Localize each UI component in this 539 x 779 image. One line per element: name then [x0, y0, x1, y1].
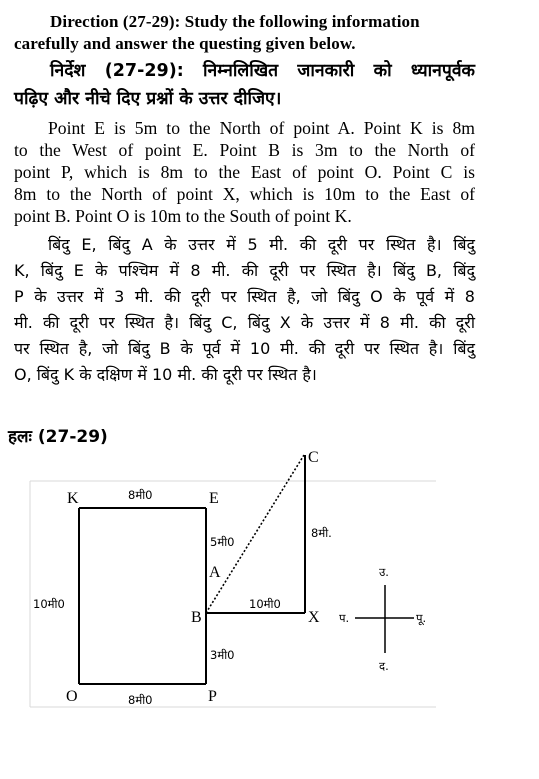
label-point-E: E: [209, 490, 219, 507]
direction-english-line-1: Direction (27-29): Study the following information: [50, 12, 420, 31]
hindi-para-line-2: K, बिंदु E के पश्चिम में 8 मी. की दूरी पर स्थित है। बिंदु B, बिंदु: [14, 261, 475, 280]
distance-K-E: 8मी0: [128, 488, 153, 502]
label-point-O: O: [66, 688, 78, 705]
hindi-para-line-5: पर स्थित है, जो बिंदु B के पूर्व में 10 मी. की दूरी पर स्थित है। बिंदु: [14, 339, 475, 358]
label-point-C: C: [308, 449, 319, 466]
compass-west: प.: [339, 611, 350, 625]
hindi-para-line-3: P के उत्तर में 3 मी. की दूरी पर स्थित है, जो बिंदु O के पूर्व में 8: [14, 287, 475, 306]
english-para-line-3: point P, which is 8m to the East of point O. Point C is: [14, 162, 475, 182]
english-para-line-2: to the West of point E. Point B is 3m to the North of: [14, 140, 475, 160]
hindi-para-line-6: O, बिंदु K के दक्षिण में 10 मी. की दूरी पर स्थित है।: [14, 365, 317, 384]
label-point-A: A: [209, 564, 221, 581]
compass-east: पू.: [416, 611, 427, 625]
direction-english-line-2: carefully and answer the questing given below.: [14, 34, 356, 53]
label-point-B: B: [191, 609, 202, 626]
solution-label: हलः (27-29): [8, 427, 108, 447]
path-B-C-dotted: [206, 455, 304, 613]
english-para-line-4: 8m to the North of point X, which is 10m to the East of: [14, 184, 475, 204]
english-para-line-5: point B. Point O is 10m to the South of point K.: [14, 206, 352, 226]
direction-hindi-line-2: पढ़िए और नीचे दिए प्रश्नों के उत्तर दीजिए।: [14, 89, 282, 109]
english-para-line-1: Point E is 5m to the North of point A. Point K is 8m: [48, 118, 475, 138]
label-point-P: P: [208, 688, 217, 705]
distance-B-P: 3मी0: [210, 648, 235, 662]
compass-south: द.: [379, 659, 389, 673]
label-point-K: K: [67, 490, 79, 507]
label-point-X: X: [308, 609, 320, 626]
compass-north: उ.: [379, 565, 389, 579]
distance-K-O: 10मी0: [33, 597, 65, 611]
direction-hindi-line-1: निर्देश (27-29): निम्नलिखित जानकारी को ध्यानपूर्वक: [50, 61, 475, 81]
hindi-para-line-1: बिंदु E, बिंदु A के उत्तर में 5 मी. की दूरी पर स्थित है। बिंदु: [48, 235, 475, 254]
distance-O-P: 8मी0: [128, 693, 153, 707]
distance-X-C: 8मी.: [311, 526, 332, 540]
distance-B-X: 10मी0: [249, 597, 281, 611]
hindi-para-line-4: मी. की दूरी पर स्थित है। बिंदु C, बिंदु X के उत्तर में 8 मी. की दूरी: [14, 313, 475, 332]
distance-E-A: 5मी0: [210, 535, 235, 549]
